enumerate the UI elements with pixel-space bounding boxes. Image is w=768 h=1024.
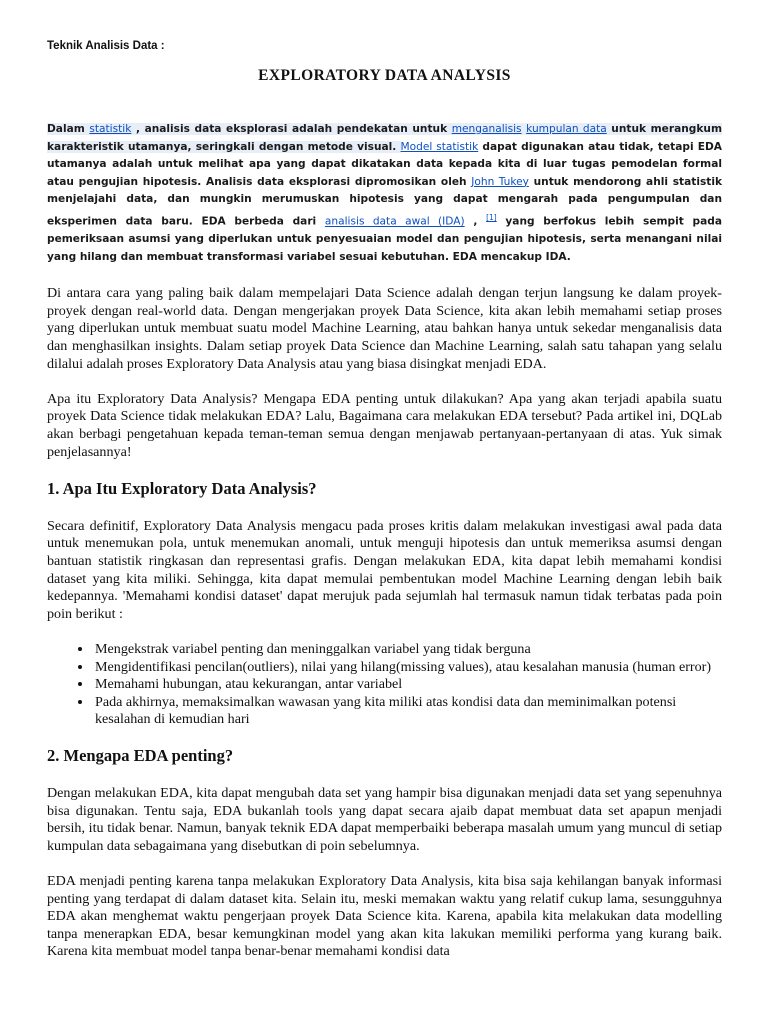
list-item: • Mengekstrak variabel penting dan meninggalkan variabel yang tidak berguna — [93, 641, 722, 659]
link-analisis-data-awal[interactable]: analisis data awal (IDA) — [324, 215, 465, 228]
list-item: • Memahami hubungan, atau kekurangan, antar variabel — [93, 676, 722, 694]
intro-paragraph: Dalam statistik , analisis data eksplorasi adalah pendekatan untuk menganalisis kumpulan data untuk merangkum karakteristik utamanya, seringkali dengan metode visual. Model statistik dapat digunakan atau tidak, tetapi EDA utamanya adalah untuk melihat apa yang dapat dikatakan data kepada kita di luar tugas pemodelan formal atau pengujian hipotesis. Analisis data eksplorasi dipromosikan oleh John Tukey untuk mendorong ahli statistik menjelajahi data, dan mungkin merumuskan hipotesis yang dapat mengarah pada pengumpulan dan eksperimen data baru. EDA berbeda dari analisis data awal (IDA) , [1] yang berfokus lebih sempit pada pemeriksaan asumsi yang diperlukan untuk penyesuaian model dan pengujian hipotesis, serta menangani nilai yang hilang dan membuat transformasi variabel sesuai kebutuhan. EDA mencakup IDA. — [47, 123, 722, 263]
link-john-tukey[interactable]: John Tukey — [471, 175, 529, 188]
paragraph-data-science: Di antara cara yang paling baik dalam mempelajari Data Science adalah dengan terjun langsung ke dalam proyek-proyek dengan real-world data. Dengan mengerjakan proyek Data Science, kita akan lebih memahami setiap proses yang diperlukan untuk membuat suatu model Machine Learning, atau bahkan hanya untuk sekedar menganalisis data dan menghasilkan insights. Dalam setiap proyek Data Science dan Machine Learning, salah satu tahapan yang selalu dilalui adalah proses Exploratory Data Analysis atau yang biasa disingkat menjadi EDA. — [47, 285, 722, 372]
list-item: • Pada akhirnya, memaksimalkan wawasan yang kita miliki atas kondisi data dan meminimalkan potensi kesalahan di kemudian hari — [93, 694, 722, 729]
paragraph-eda-usage: Dengan melakukan EDA, kita dapat mengubah data set yang hampir bisa digunakan menjadi data set yang sepenuhnya bisa digunakan. Tentu saja, EDA bukanlah tools yang dapat secara ajaib dapat membuat data set apapun menjadi bersih, itu tidak benar. Namun, banyak teknik EDA dapat memperbaiki beberapa masalah umum yang muncul di setiap kumpulan data sebagaimana yang disebutkan di poin sebelumnya. — [47, 784, 722, 854]
link-statistik[interactable]: statistik — [89, 123, 132, 135]
section-heading-1: 1. Apa Itu Exploratory Data Analysis? — [47, 478, 317, 498]
link-model-statistik[interactable]: Model statistik — [400, 140, 479, 153]
intro-highlight: Dalam statistik , analisis data eksplorasi adalah pendekatan untuk menganalisis kumpulan data untuk merangkum karakteristik utamanya, seringkali dengan metode visual. — [47, 123, 722, 153]
document-label: Teknik Analisis Data : — [47, 40, 165, 52]
paragraph-eda-importance: EDA menjadi penting karena tanpa melakukan Exploratory Data Analysis, kita bisa saja kehilangan banyak informasi penting yang terdapat di dalam dataset kita. Selain itu, meski memakan waktu yang relatif cukup lama, sesungguhnya EDA akan menghemat waktu pengerjaan proyek Data Science kita. Karena, apabila kita melakukan data modelling tanpa menerapkan EDA, besar kemungkinan model yang akan kita lakukan memiliki performa yang kurang baik. Karena kita membuat model tanpa benar-benar memahami kondisi data — [47, 872, 722, 960]
list-item: • Mengidentifikasi pencilan(outliers), nilai yang hilang(missing values), atau kesalahan manusia (human error) — [93, 659, 722, 677]
paragraph-questions: Apa itu Exploratory Data Analysis? Mengapa EDA penting untuk dilakukan? Apa yang akan terjadi apabila suatu proyek Data Science tidak melakukan EDA? Lalu, Bagaimana cara melakukan EDA tersebut? Pada artikel ini, DQLab akan berbagi pengetahuan kepada teman-teman semua dengan menjawab pertanyaan-pertanyaan di atas. Yuk simak penjelasannya! — [47, 390, 722, 460]
bullet-list — [47, 641, 722, 729]
link-kumpulan-data[interactable]: kumpulan data — [526, 123, 607, 135]
section-heading-2: 2. Mengapa EDA penting? — [47, 745, 234, 765]
document-title: EXPLORATORY DATA ANALYSIS — [258, 67, 511, 84]
paragraph-definition: Secara definitif, Exploratory Data Analysis mengacu pada proses kritis dalam melakukan investigasi awal pada data untuk menemukan pola, untuk menemukan anomali, untuk menguji hipotesis dan untuk memeriksa asumsi dengan bantuan statistik ringkasan dan representasi grafis. Dengan melakukan EDA, kita dapat lebih memahami kondisi dataset yang kita miliki. Sehingga, kita dapat memulai pembentukan model Machine Learning dengan lebih baik kedepannya. 'Memahami kondisi dataset' dapat merujuk pada sejumlah hal termasuk namun tidak terbatas pada poin poin berikut : — [47, 517, 722, 622]
link-menganalisis[interactable]: menganalisis — [451, 123, 522, 135]
citation-link[interactable]: [1] — [486, 212, 497, 222]
